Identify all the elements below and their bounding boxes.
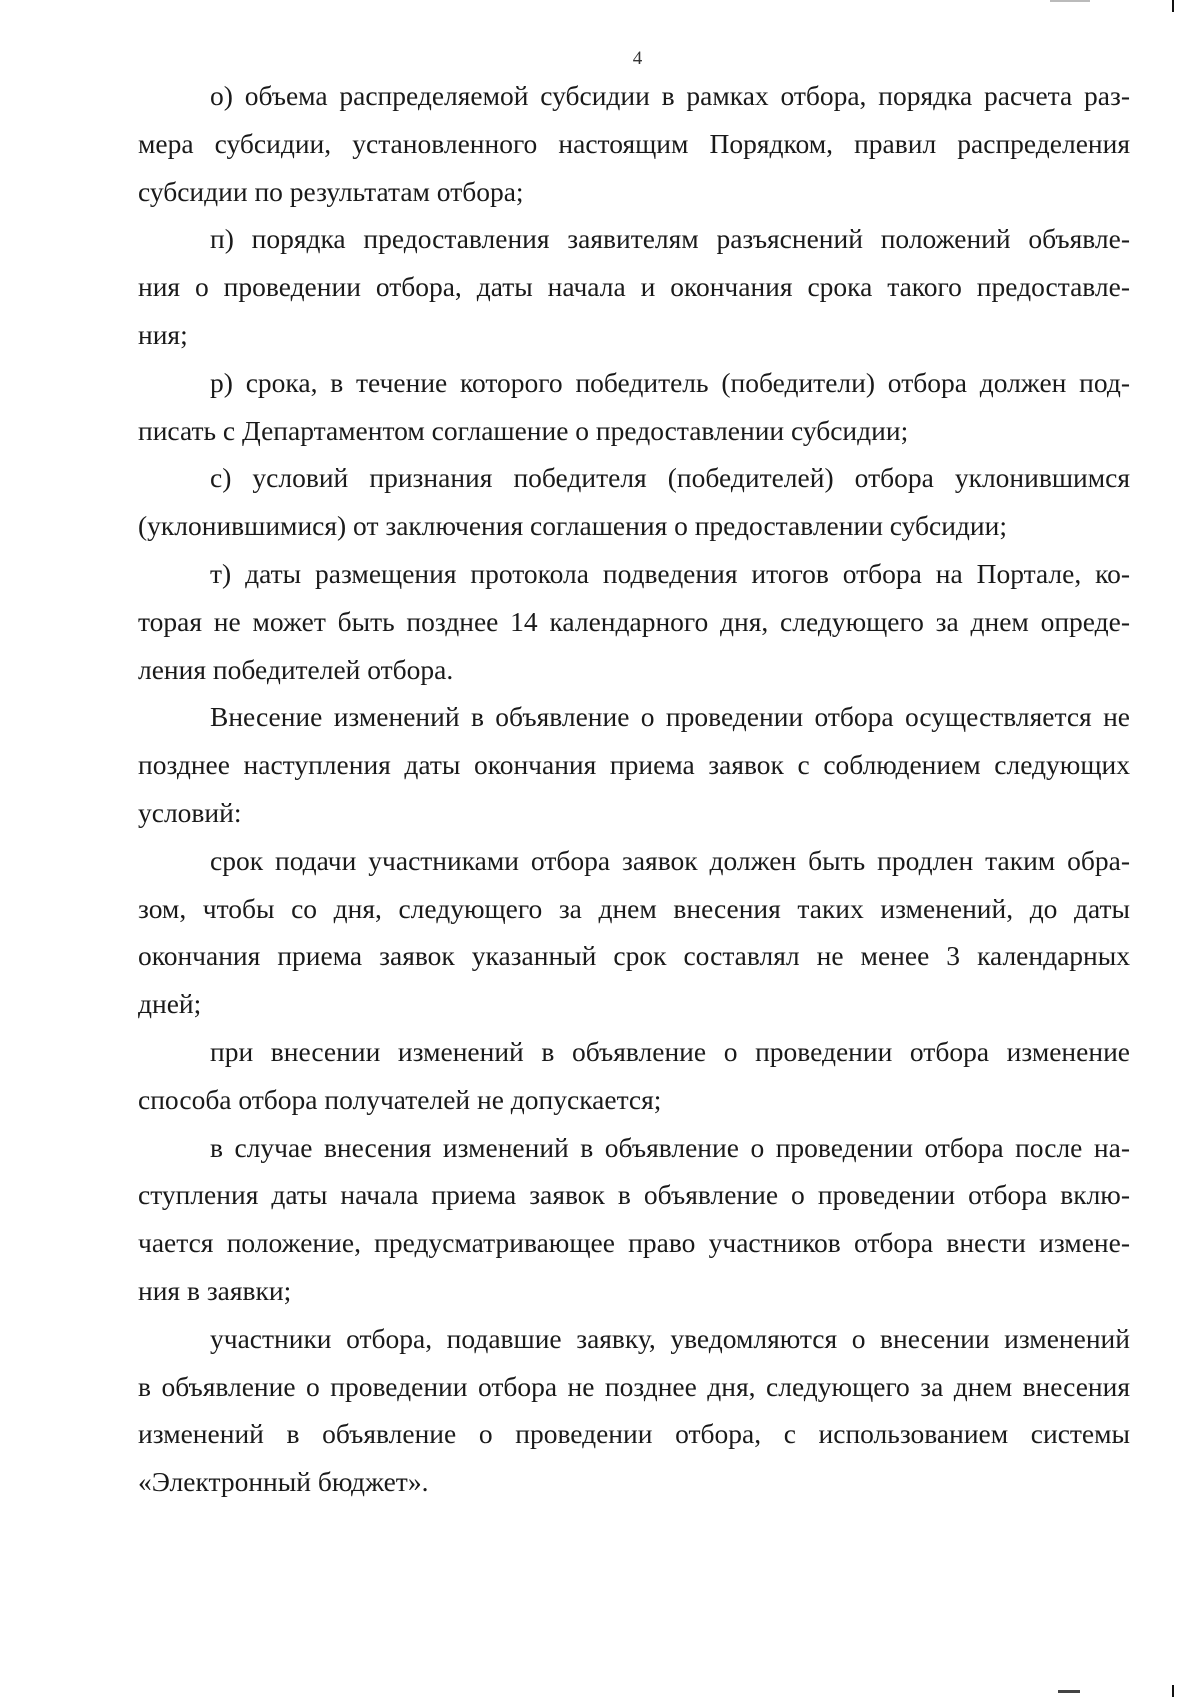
text-line: участники отбора, подавшие заявку, уведомляются о внесении изменений <box>210 1322 1130 1354</box>
text-line: торая не может быть позднее 14 календарного дня, следующего за днем опреде- <box>138 605 1130 637</box>
text-line: способа отбора получателей не допускается; <box>138 1083 662 1115</box>
paragraph <box>138 1028 1130 1124</box>
paragraph <box>138 215 1130 358</box>
paragraph <box>138 359 1130 455</box>
scan-edge-mark <box>1058 1690 1080 1693</box>
text-line: позднее наступления даты окончания приема заявок с соблюдением следующих <box>138 749 1130 781</box>
paragraph <box>138 1124 1130 1315</box>
text-line: при внесении изменений в объявление о проведении отбора изменение <box>210 1035 1130 1067</box>
text-line: субсидии по результатам отбора; <box>138 175 524 207</box>
text-line: дней; <box>138 988 202 1020</box>
text-line: ния в заявки; <box>138 1274 292 1306</box>
text-line: срок подачи участниками отбора заявок должен быть продлен таким обра- <box>210 844 1130 876</box>
text-line: «Электронный бюджет». <box>138 1466 429 1498</box>
paragraph <box>138 693 1130 836</box>
text-line: ния; <box>138 318 188 350</box>
text-line: окончания приема заявок указанный срок составлял не менее 3 календарных <box>138 940 1130 972</box>
text-line: ния о проведении отбора, даты начала и окончания срока такого предоставле- <box>138 271 1130 303</box>
text-line: т) даты размещения протокола подведения итогов отбора на Портале, ко- <box>210 557 1130 589</box>
scan-edge-mark <box>1172 1685 1174 1697</box>
paragraph <box>138 837 1130 1028</box>
scan-edge-mark <box>1172 0 1174 12</box>
page-number: 4 <box>632 48 643 69</box>
text-line: (уклонившимися) от заключения соглашения о предоставлении субсидии; <box>138 510 1008 542</box>
text-line: о) объема распределяемой субсидии в рамках отбора, порядка расчета раз- <box>210 80 1130 111</box>
document-body <box>138 72 1130 1506</box>
text-line: п) порядка предоставления заявителям разъяснений положений объявле- <box>210 223 1130 255</box>
text-line: Внесение изменений в объявление о проведении отбора осуществляется не <box>210 701 1130 733</box>
text-line: писать с Департаментом соглашение о предоставлении субсидии; <box>138 414 909 446</box>
text-line: р) срока, в течение которого победитель (победители) отбора должен под- <box>210 366 1130 398</box>
text-line: в случае внесения изменений в объявление о проведении отбора после на- <box>210 1131 1130 1163</box>
text-line: мера субсидии, установленного настоящим Порядком, правил распределения <box>138 127 1130 159</box>
text-line: чается положение, предусматривающее право участников отбора внести измене- <box>138 1227 1130 1259</box>
text-line: ступления даты начала приема заявок в объявление о проведении отбора вклю- <box>138 1179 1130 1211</box>
text-line: с) условий признания победителя (победителей) отбора уклонившимся <box>210 462 1130 494</box>
paragraph <box>138 72 1130 215</box>
paragraph <box>138 550 1130 693</box>
text-line: зом, чтобы со дня, следующего за днем внесения таких изменений, до даты <box>138 892 1130 924</box>
text-line: ления победителей отбора. <box>138 653 454 685</box>
text-line: в объявление о проведении отбора не позднее дня, следующего за днем внесения <box>138 1370 1130 1402</box>
text-line: условий: <box>138 796 242 828</box>
text-line: изменений в объявление о проведении отбора, с использованием системы <box>138 1418 1130 1450</box>
scan-edge-mark <box>1050 0 1090 2</box>
paragraph <box>138 1315 1130 1506</box>
paragraph <box>138 454 1130 550</box>
